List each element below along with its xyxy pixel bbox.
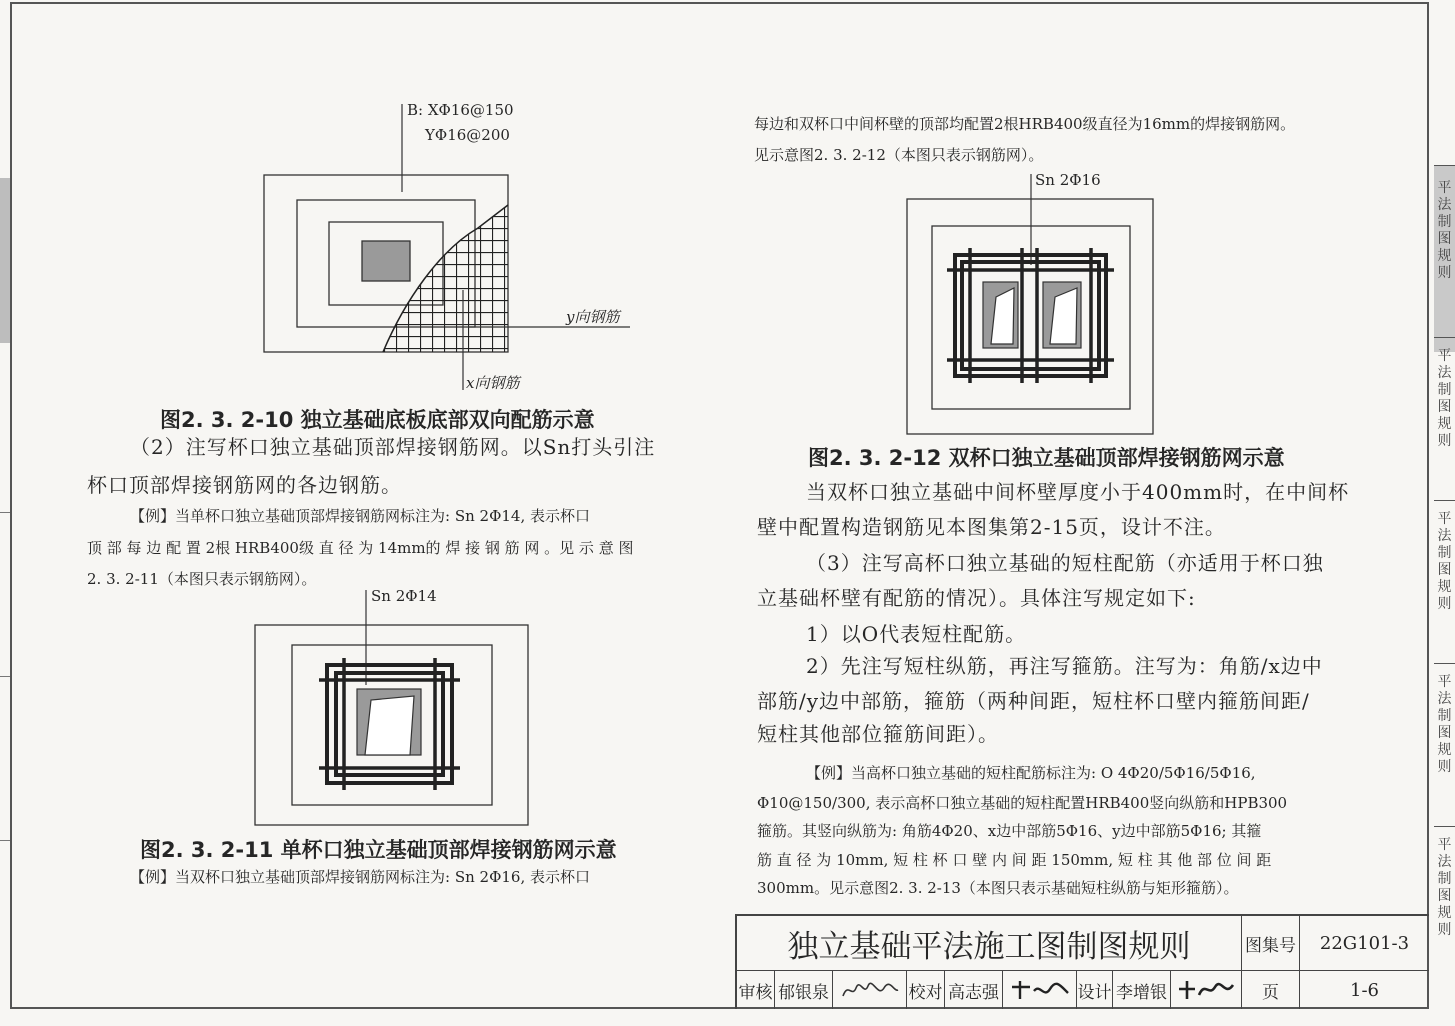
side-tab-3[interactable]: 平法制图规则 <box>1434 500 1455 674</box>
fig10-caption: 图2. 3. 2-10 独立基础底板底部双向配筋示意 <box>160 408 595 432</box>
right-para3-line2: 立基础杯壁有配筋的情况）。具体注写规定如下: <box>757 586 1196 610</box>
right-item2-line3: 短柱其他部位箍筋间距）。 <box>757 722 999 746</box>
fig11-caption: 图2. 3. 2-11 单杯口独立基础顶部焊接钢筋网示意 <box>140 838 617 862</box>
atlas-number: 22G101-3 <box>1300 916 1429 971</box>
fig12-label: Sn 2Φ16 <box>1035 171 1101 189</box>
design-label: 设计 <box>1077 971 1113 1009</box>
fig12-caption: 图2. 3. 2-12 双杯口独立基础顶部焊接钢筋网示意 <box>808 446 1285 470</box>
drawing-title: 独立基础平法施工图制图规则 <box>737 916 1242 971</box>
check-label: 校对 <box>907 971 945 1009</box>
left-example1-line1: 【例】当单杯口独立基础顶部焊接钢筋网标注为: Sn 2Φ14, 表示杯口 <box>130 507 590 525</box>
side-tab-1[interactable]: 平法制图规则 <box>1434 165 1455 352</box>
page-number: 1-6 <box>1350 979 1379 1001</box>
reviewer-name: 郁银泉 <box>775 971 833 1009</box>
atlas-label: 图集号 <box>1242 916 1300 971</box>
left-example2-line1: 【例】当双杯口独立基础顶部焊接钢筋网标注为: Sn 2Φ16, 表示杯口 <box>130 868 590 886</box>
right-example3-line4: 筋 直 径 为 10mm, 短 柱 杯 口 壁 内 间 距 150mm, 短 柱 其 他 部 位 间 距 <box>757 851 1272 869</box>
side-tab-4[interactable]: 平法制图规则 <box>1434 663 1455 837</box>
checker-name: 高志强 <box>945 971 1003 1009</box>
left-para2-line2: 杯口顶部焊接钢筋网的各边钢筋。 <box>87 473 402 497</box>
review-label: 审核 <box>737 971 775 1009</box>
left-example1-line2: 顶 部 每 边 配 置 2根 HRB400级 直 径 为 14mm的 焊 接 钢 筋 网 。见 示 意 图 <box>87 539 634 557</box>
fig11-label: Sn 2Φ14 <box>371 587 437 605</box>
left-example1-line3: 2. 3. 2-11（本图只表示钢筋网）。 <box>87 570 317 588</box>
checker-signature <box>1003 971 1077 1009</box>
designer-signature <box>1171 971 1242 1009</box>
reviewer-signature <box>833 971 907 1009</box>
right-para3-line1: （3）注写高杯口独立基础的短柱配筋（亦适用于杯口独 <box>806 551 1324 575</box>
right-top-line2: 见示意图2. 3. 2-12（本图只表示钢筋网）。 <box>754 146 1044 164</box>
fig10-label-y: YΦ16@200 <box>425 126 510 144</box>
fig10-label-x: B: XΦ16@150 <box>407 101 514 119</box>
page-label: 页 <box>1242 971 1300 1009</box>
side-tab-2[interactable]: 平法制图规则 <box>1434 337 1455 511</box>
checker-signature-icon <box>1008 977 1072 1003</box>
right-item2-line1: 2）先注写短柱纵筋，再注写箍筋。注写为：角筋/x边中 <box>806 654 1323 678</box>
right-item1: 1）以O代表短柱配筋。 <box>806 622 1027 646</box>
fig10-x-bar-label: x向钢筋 <box>466 374 520 392</box>
designer-name: 李增银 <box>1113 971 1171 1009</box>
left-para2-line1: （2）注写杯口独立基础顶部焊接钢筋网。以Sn打头引注 <box>130 435 656 459</box>
right-example3-line2: Φ10@150/300, 表示高杯口独立基础的短柱配置HRB400竖向纵筋和HPB300 <box>757 794 1288 812</box>
right-example3-line1: 【例】当高杯口独立基础的短柱配筋标注为: O 4Φ20/5Φ16/5Φ16, <box>806 764 1256 782</box>
title-block <box>735 914 1429 1009</box>
right-example3-line3: 箍筋。其竖向纵筋为: 角筋4Φ20、x边中部筋5Φ16、y边中部筋5Φ16; 其箍 <box>757 822 1262 840</box>
right-item2-line2: 部筋/y边中部筋，箍筋（两种间距，短柱杯口壁内箍筋间距/ <box>757 689 1310 713</box>
right-example3-line5: 300mm。见示意图2. 3. 2-13（本图只表示基础短柱纵筋与矩形箍筋）。 <box>757 879 1239 897</box>
designer-signature-icon <box>1175 977 1237 1003</box>
side-tab-5[interactable]: 平法制图规则 <box>1434 826 1455 1026</box>
fig10-y-bar-label: y向钢筋 <box>566 308 620 326</box>
reviewer-signature-icon <box>840 978 900 1002</box>
right-para-a2: 壁中配置构造钢筋见本图集第2-15页，设计不注。 <box>757 515 1226 539</box>
right-top-line1: 每边和双杯口中间杯壁的顶部均配置2根HRB400级直径为16mm的焊接钢筋网。 <box>754 115 1296 133</box>
right-para-a1: 当双杯口独立基础中间杯壁厚度小于400mm时，在中间杯 <box>806 480 1350 504</box>
